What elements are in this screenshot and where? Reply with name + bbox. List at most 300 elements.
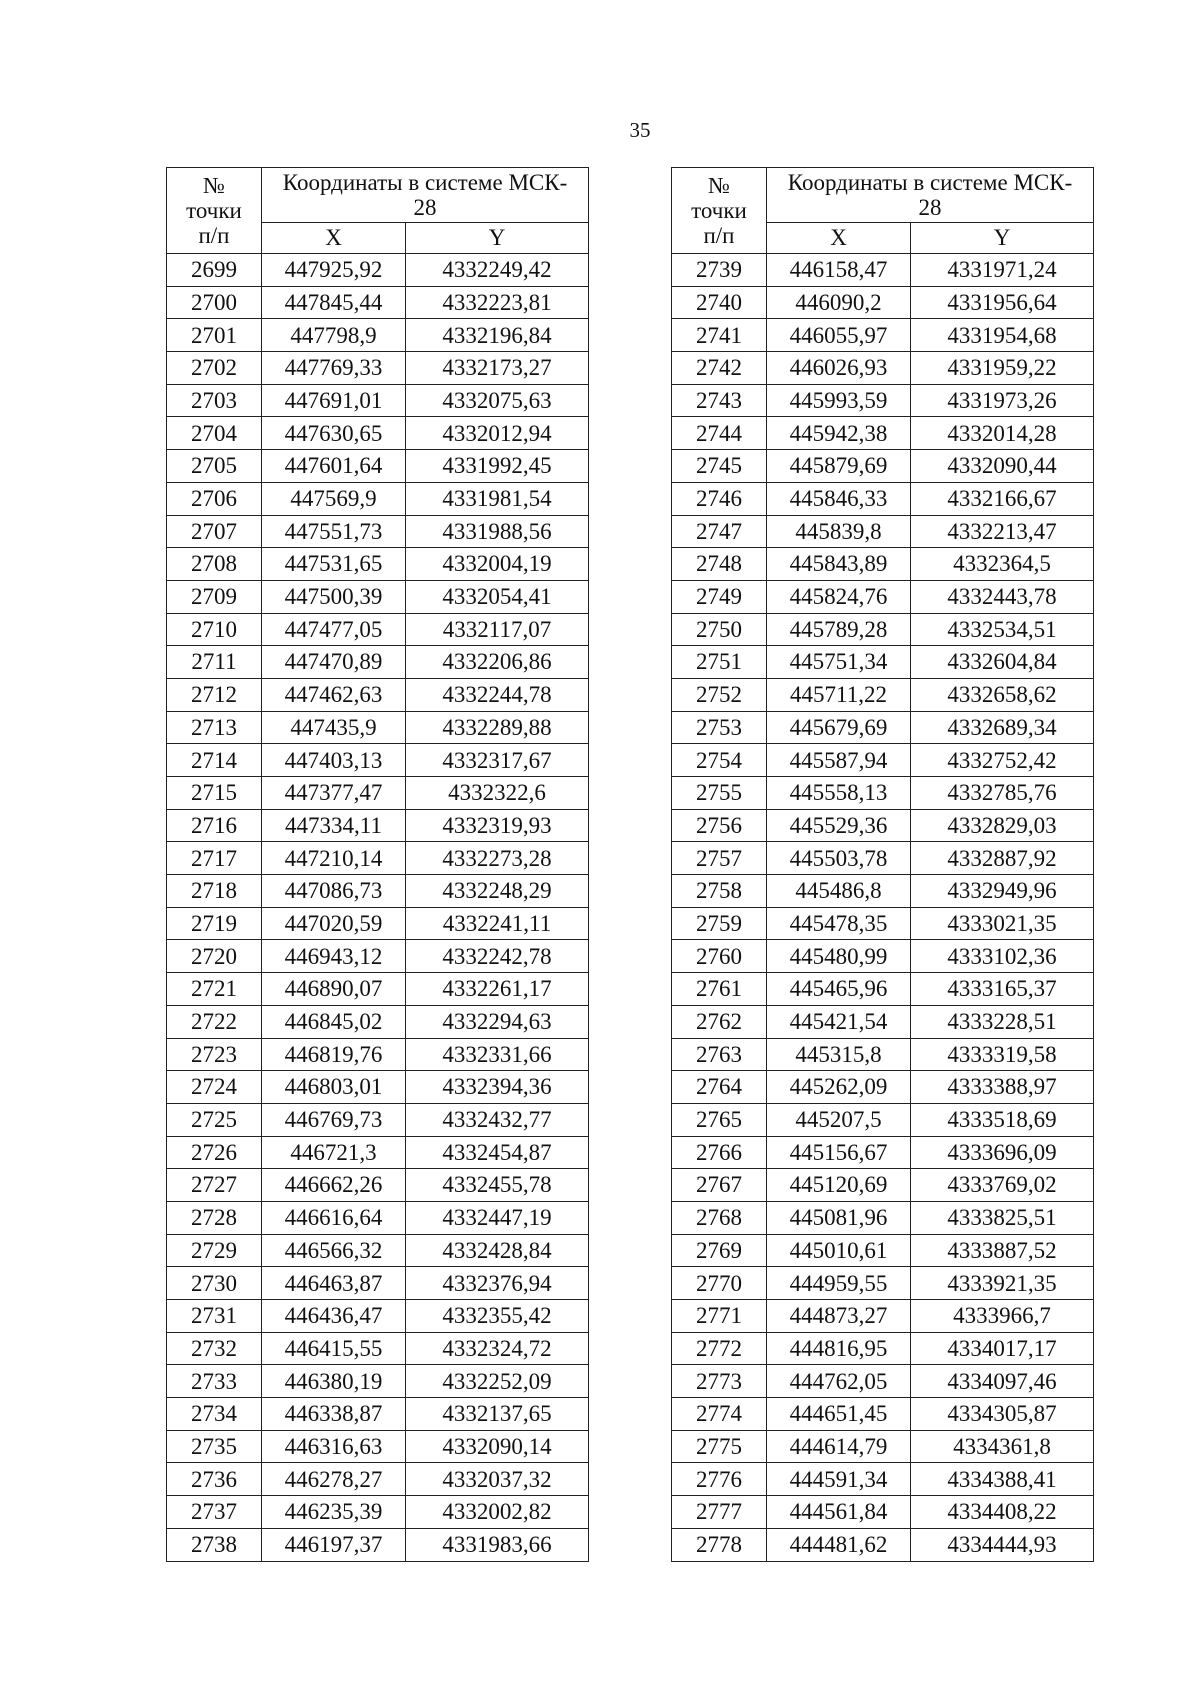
table-body-right: [672, 254, 1094, 1562]
point-number-cell: 2723: [167, 1038, 262, 1071]
header-y: Y: [911, 223, 1094, 254]
x-coordinate-cell: 445839,8: [767, 515, 911, 548]
table-row: [672, 646, 1094, 679]
x-coordinate-cell: 445846,33: [767, 482, 911, 515]
point-number-cell: 2734: [167, 1398, 262, 1431]
x-coordinate-cell: 446197,37: [262, 1528, 406, 1561]
table-row: [167, 940, 589, 973]
x-coordinate-cell: 445156,67: [767, 1136, 911, 1169]
point-number-cell: 2740: [672, 286, 767, 319]
x-coordinate-cell: 444816,95: [767, 1332, 911, 1365]
x-coordinate-cell: 446803,01: [262, 1071, 406, 1104]
y-coordinate-cell: 4333887,52: [911, 1234, 1094, 1267]
point-number-cell: 2760: [672, 940, 767, 973]
y-coordinate-cell: 4332604,84: [911, 646, 1094, 679]
point-number-cell: 2725: [167, 1103, 262, 1136]
x-coordinate-cell: 447798,9: [262, 319, 406, 352]
point-number-cell: 2722: [167, 1005, 262, 1038]
x-coordinate-cell: 447569,9: [262, 482, 406, 515]
table-row: [167, 1071, 589, 1104]
y-coordinate-cell: 4331959,22: [911, 352, 1094, 385]
y-coordinate-cell: 4334097,46: [911, 1365, 1094, 1398]
point-number-cell: 2772: [672, 1332, 767, 1365]
x-coordinate-cell: 446566,32: [262, 1234, 406, 1267]
header-x: X: [262, 223, 406, 254]
y-coordinate-cell: 4332002,82: [406, 1496, 589, 1529]
x-coordinate-cell: 445207,5: [767, 1103, 911, 1136]
table-row: [672, 744, 1094, 777]
table-row: [167, 450, 589, 483]
table-row: [167, 1201, 589, 1234]
y-coordinate-cell: 4332117,07: [406, 613, 589, 646]
y-coordinate-cell: 4332196,84: [406, 319, 589, 352]
x-coordinate-cell: 447086,73: [262, 875, 406, 908]
x-coordinate-cell: 445421,54: [767, 1005, 911, 1038]
table-row: [672, 1169, 1094, 1202]
table-row: [167, 613, 589, 646]
point-number-cell: 2745: [672, 450, 767, 483]
table-row: [672, 1463, 1094, 1496]
x-coordinate-cell: 446890,07: [262, 973, 406, 1006]
y-coordinate-cell: 4332364,5: [911, 548, 1094, 581]
table-row: [672, 352, 1094, 385]
table-row: [672, 1071, 1094, 1104]
point-number-cell: 2778: [672, 1528, 767, 1561]
y-coordinate-cell: 4332241,11: [406, 907, 589, 940]
y-coordinate-cell: 4332261,17: [406, 973, 589, 1006]
point-number-cell: 2704: [167, 417, 262, 450]
point-number-cell: 2771: [672, 1300, 767, 1333]
x-coordinate-cell: 445711,22: [767, 678, 911, 711]
point-number-cell: 2719: [167, 907, 262, 940]
y-coordinate-cell: 4333319,58: [911, 1038, 1094, 1071]
x-coordinate-cell: 445558,13: [767, 777, 911, 810]
point-number-cell: 2776: [672, 1463, 767, 1496]
table-row: [672, 940, 1094, 973]
y-coordinate-cell: 4332090,44: [911, 450, 1094, 483]
x-coordinate-cell: 447630,65: [262, 417, 406, 450]
point-number-cell: 2750: [672, 613, 767, 646]
y-coordinate-cell: 4333696,09: [911, 1136, 1094, 1169]
table-row: [672, 777, 1094, 810]
point-number-cell: 2702: [167, 352, 262, 385]
point-number-cell: 2764: [672, 1071, 767, 1104]
table-row: [167, 580, 589, 613]
y-coordinate-cell: 4332752,42: [911, 744, 1094, 777]
table-row: [167, 319, 589, 352]
y-coordinate-cell: 4332289,88: [406, 711, 589, 744]
point-number-cell: 2751: [672, 646, 767, 679]
table-row: [167, 646, 589, 679]
x-coordinate-cell: 445262,09: [767, 1071, 911, 1104]
y-coordinate-cell: 4332054,41: [406, 580, 589, 613]
point-number-cell: 2729: [167, 1234, 262, 1267]
y-coordinate-cell: 4332319,93: [406, 809, 589, 842]
y-coordinate-cell: 4333921,35: [911, 1267, 1094, 1300]
point-number-cell: 2753: [672, 711, 767, 744]
y-coordinate-cell: 4334361,8: [911, 1430, 1094, 1463]
x-coordinate-cell: 445789,28: [767, 613, 911, 646]
y-coordinate-cell: 4332213,47: [911, 515, 1094, 548]
x-coordinate-cell: 445824,76: [767, 580, 911, 613]
point-number-cell: 2758: [672, 875, 767, 908]
point-number-cell: 2739: [672, 254, 767, 287]
y-coordinate-cell: 4332294,63: [406, 1005, 589, 1038]
point-number-cell: 2732: [167, 1332, 262, 1365]
x-coordinate-cell: 445529,36: [767, 809, 911, 842]
x-coordinate-cell: 444762,05: [767, 1365, 911, 1398]
x-coordinate-cell: 444481,62: [767, 1528, 911, 1561]
point-number-cell: 2773: [672, 1365, 767, 1398]
table-row: [167, 1398, 589, 1431]
y-coordinate-cell: 4333966,7: [911, 1300, 1094, 1333]
x-coordinate-cell: 447377,47: [262, 777, 406, 810]
table-row: [672, 1430, 1094, 1463]
y-coordinate-cell: 4332454,87: [406, 1136, 589, 1169]
point-number-cell: 2714: [167, 744, 262, 777]
y-coordinate-cell: 4332137,65: [406, 1398, 589, 1431]
y-coordinate-cell: 4332355,42: [406, 1300, 589, 1333]
y-coordinate-cell: 4332223,81: [406, 286, 589, 319]
x-coordinate-cell: 445486,8: [767, 875, 911, 908]
header-no-sign: №: [708, 172, 730, 198]
point-number-cell: 2716: [167, 809, 262, 842]
table-row: [672, 809, 1094, 842]
x-coordinate-cell: 447403,13: [262, 744, 406, 777]
point-number-cell: 2755: [672, 777, 767, 810]
table-row: [167, 1430, 589, 1463]
x-coordinate-cell: 446316,63: [262, 1430, 406, 1463]
table-row: [672, 1267, 1094, 1300]
x-coordinate-cell: 444959,55: [767, 1267, 911, 1300]
table-row: [167, 973, 589, 1006]
table-row: [167, 1169, 589, 1202]
table-row: [167, 711, 589, 744]
x-coordinate-cell: 445993,59: [767, 384, 911, 417]
x-coordinate-cell: 445010,61: [767, 1234, 911, 1267]
table-row: [167, 875, 589, 908]
point-number-cell: 2731: [167, 1300, 262, 1333]
point-number-cell: 2712: [167, 678, 262, 711]
table-row: [167, 1136, 589, 1169]
table-row: [672, 515, 1094, 548]
y-coordinate-cell: 4332829,03: [911, 809, 1094, 842]
table-row: [167, 384, 589, 417]
point-number-cell: 2748: [672, 548, 767, 581]
header-y: Y: [406, 223, 589, 254]
x-coordinate-cell: 446415,55: [262, 1332, 406, 1365]
y-coordinate-cell: 4332428,84: [406, 1234, 589, 1267]
x-coordinate-cell: 447462,63: [262, 678, 406, 711]
point-number-cell: 2717: [167, 842, 262, 875]
y-coordinate-cell: 4332252,09: [406, 1365, 589, 1398]
y-coordinate-cell: 4332324,72: [406, 1332, 589, 1365]
point-number-cell: 2728: [167, 1201, 262, 1234]
x-coordinate-cell: 447551,73: [262, 515, 406, 548]
header-no-abbr: п/п: [198, 223, 230, 249]
table-row: [167, 907, 589, 940]
point-number-cell: 2733: [167, 1365, 262, 1398]
point-number-cell: 2738: [167, 1528, 262, 1561]
x-coordinate-cell: 446235,39: [262, 1496, 406, 1529]
point-number-cell: 2752: [672, 678, 767, 711]
y-coordinate-cell: 4332376,94: [406, 1267, 589, 1300]
table-row: [167, 1463, 589, 1496]
y-coordinate-cell: 4334017,17: [911, 1332, 1094, 1365]
point-number-cell: 2703: [167, 384, 262, 417]
table-row: [167, 1300, 589, 1333]
point-number-cell: 2767: [672, 1169, 767, 1202]
point-number-cell: 2747: [672, 515, 767, 548]
y-coordinate-cell: 4332206,86: [406, 646, 589, 679]
x-coordinate-cell: 447769,33: [262, 352, 406, 385]
table-row: [167, 1496, 589, 1529]
header-point-number: [672, 168, 767, 254]
table-row: [167, 352, 589, 385]
table-row: [672, 875, 1094, 908]
table-row: [167, 1528, 589, 1561]
table-row: [672, 678, 1094, 711]
y-coordinate-cell: 4332432,77: [406, 1103, 589, 1136]
point-number-cell: 2736: [167, 1463, 262, 1496]
y-coordinate-cell: 4332249,42: [406, 254, 589, 287]
x-coordinate-cell: 444614,79: [767, 1430, 911, 1463]
table-row: [167, 417, 589, 450]
table-row: [672, 1038, 1094, 1071]
y-coordinate-cell: 4332658,62: [911, 678, 1094, 711]
point-number-cell: 2754: [672, 744, 767, 777]
x-coordinate-cell: 447334,11: [262, 809, 406, 842]
table-row: [167, 286, 589, 319]
y-coordinate-cell: 4333769,02: [911, 1169, 1094, 1202]
header-coordinates-line2: 28: [918, 195, 942, 220]
table-row: [672, 711, 1094, 744]
table-row: [672, 1201, 1094, 1234]
y-coordinate-cell: 4332785,76: [911, 777, 1094, 810]
coordinates-table-left: [166, 167, 589, 1562]
y-coordinate-cell: 4332331,66: [406, 1038, 589, 1071]
y-coordinate-cell: 4333388,97: [911, 1071, 1094, 1104]
y-coordinate-cell: 4332014,28: [911, 417, 1094, 450]
y-coordinate-cell: 4332244,78: [406, 678, 589, 711]
y-coordinate-cell: 4331954,68: [911, 319, 1094, 352]
y-coordinate-cell: 4332090,14: [406, 1430, 589, 1463]
x-coordinate-cell: 446463,87: [262, 1267, 406, 1300]
y-coordinate-cell: 4332242,78: [406, 940, 589, 973]
x-coordinate-cell: 447691,01: [262, 384, 406, 417]
table-row: [672, 1332, 1094, 1365]
y-coordinate-cell: 4332394,36: [406, 1071, 589, 1104]
point-number-cell: 2759: [672, 907, 767, 940]
point-number-cell: 2762: [672, 1005, 767, 1038]
y-coordinate-cell: 4331992,45: [406, 450, 589, 483]
x-coordinate-cell: 445478,35: [767, 907, 911, 940]
y-coordinate-cell: 4331971,24: [911, 254, 1094, 287]
table-row: [167, 1365, 589, 1398]
table-row: [672, 482, 1094, 515]
x-coordinate-cell: 446338,87: [262, 1398, 406, 1431]
point-number-cell: 2746: [672, 482, 767, 515]
y-coordinate-cell: 4332004,19: [406, 548, 589, 581]
point-number-cell: 2721: [167, 973, 262, 1006]
y-coordinate-cell: 4331983,66: [406, 1528, 589, 1561]
point-number-cell: 2730: [167, 1267, 262, 1300]
point-number-cell: 2765: [672, 1103, 767, 1136]
table-row: [672, 1234, 1094, 1267]
table-row: [167, 548, 589, 581]
table-row: [672, 1136, 1094, 1169]
point-number-cell: 2710: [167, 613, 262, 646]
x-coordinate-cell: 444873,27: [767, 1300, 911, 1333]
point-number-cell: 2705: [167, 450, 262, 483]
header-no-word: точки: [691, 197, 747, 223]
header-coordinates-line1: Координаты в системе МСК-: [787, 169, 1073, 195]
point-number-cell: 2708: [167, 548, 262, 581]
table-row: [167, 1005, 589, 1038]
y-coordinate-cell: 4332949,96: [911, 875, 1094, 908]
y-coordinate-cell: 4332248,29: [406, 875, 589, 908]
x-coordinate-cell: 447601,64: [262, 450, 406, 483]
table-row: [672, 1496, 1094, 1529]
x-coordinate-cell: 446158,47: [767, 254, 911, 287]
x-coordinate-cell: 445843,89: [767, 548, 911, 581]
x-coordinate-cell: 445315,8: [767, 1038, 911, 1071]
y-coordinate-cell: 4334408,22: [911, 1496, 1094, 1529]
x-coordinate-cell: 447435,9: [262, 711, 406, 744]
y-coordinate-cell: 4332037,32: [406, 1463, 589, 1496]
table-row: [167, 842, 589, 875]
y-coordinate-cell: 4331956,64: [911, 286, 1094, 319]
coordinates-table-right: [671, 167, 1094, 1562]
x-coordinate-cell: 445120,69: [767, 1169, 911, 1202]
point-number-cell: 2744: [672, 417, 767, 450]
y-coordinate-cell: 4332173,27: [406, 352, 589, 385]
y-coordinate-cell: 4332012,94: [406, 417, 589, 450]
y-coordinate-cell: 4333102,36: [911, 940, 1094, 973]
x-coordinate-cell: 446090,2: [767, 286, 911, 319]
header-coordinates: [262, 168, 589, 223]
point-number-cell: 2742: [672, 352, 767, 385]
point-number-cell: 2763: [672, 1038, 767, 1071]
x-coordinate-cell: 447470,89: [262, 646, 406, 679]
point-number-cell: 2774: [672, 1398, 767, 1431]
header-no-abbr: п/п: [703, 223, 735, 249]
table-row: [672, 286, 1094, 319]
y-coordinate-cell: 4334305,87: [911, 1398, 1094, 1431]
y-coordinate-cell: 4332455,78: [406, 1169, 589, 1202]
x-coordinate-cell: 447531,65: [262, 548, 406, 581]
y-coordinate-cell: 4332689,34: [911, 711, 1094, 744]
y-coordinate-cell: 4331981,54: [406, 482, 589, 515]
point-number-cell: 2777: [672, 1496, 767, 1529]
header-coordinates-line1: Координаты в системе МСК-: [282, 169, 568, 195]
point-number-cell: 2768: [672, 1201, 767, 1234]
point-number-cell: 2720: [167, 940, 262, 973]
table-row: [167, 744, 589, 777]
y-coordinate-cell: 4333021,35: [911, 907, 1094, 940]
table-row: [672, 973, 1094, 1006]
x-coordinate-cell: 446721,3: [262, 1136, 406, 1169]
y-coordinate-cell: 4334388,41: [911, 1463, 1094, 1496]
point-number-cell: 2727: [167, 1169, 262, 1202]
x-coordinate-cell: 444591,34: [767, 1463, 911, 1496]
point-number-cell: 2707: [167, 515, 262, 548]
x-coordinate-cell: 446769,73: [262, 1103, 406, 1136]
y-coordinate-cell: 4332273,28: [406, 842, 589, 875]
point-number-cell: 2735: [167, 1430, 262, 1463]
y-coordinate-cell: 4332887,92: [911, 842, 1094, 875]
x-coordinate-cell: 447845,44: [262, 286, 406, 319]
point-number-cell: 2713: [167, 711, 262, 744]
point-number-cell: 2757: [672, 842, 767, 875]
table-row: [672, 907, 1094, 940]
y-coordinate-cell: 4333825,51: [911, 1201, 1094, 1234]
x-coordinate-cell: 445879,69: [767, 450, 911, 483]
y-coordinate-cell: 4332075,63: [406, 384, 589, 417]
point-number-cell: 2699: [167, 254, 262, 287]
table-row: [167, 777, 589, 810]
y-coordinate-cell: 4333518,69: [911, 1103, 1094, 1136]
x-coordinate-cell: 445081,96: [767, 1201, 911, 1234]
y-coordinate-cell: 4331973,26: [911, 384, 1094, 417]
x-coordinate-cell: 447500,39: [262, 580, 406, 613]
header-coordinates: [767, 168, 1094, 223]
point-number-cell: 2709: [167, 580, 262, 613]
y-coordinate-cell: 4331988,56: [406, 515, 589, 548]
x-coordinate-cell: 446819,76: [262, 1038, 406, 1071]
x-coordinate-cell: 445480,99: [767, 940, 911, 973]
header-x: X: [767, 223, 911, 254]
y-coordinate-cell: 4332534,51: [911, 613, 1094, 646]
table-row: [167, 254, 589, 287]
x-coordinate-cell: 447020,59: [262, 907, 406, 940]
table-row: [167, 1332, 589, 1365]
y-coordinate-cell: 4333165,37: [911, 973, 1094, 1006]
x-coordinate-cell: 446943,12: [262, 940, 406, 973]
y-coordinate-cell: 4332447,19: [406, 1201, 589, 1234]
point-number-cell: 2775: [672, 1430, 767, 1463]
x-coordinate-cell: 444561,84: [767, 1496, 911, 1529]
point-number-cell: 2766: [672, 1136, 767, 1169]
x-coordinate-cell: 446055,97: [767, 319, 911, 352]
table-row: [672, 1398, 1094, 1431]
point-number-cell: 2700: [167, 286, 262, 319]
table-row: [167, 1103, 589, 1136]
point-number-cell: 2724: [167, 1071, 262, 1104]
x-coordinate-cell: 445679,69: [767, 711, 911, 744]
y-coordinate-cell: 4332166,67: [911, 482, 1094, 515]
table-row: [167, 678, 589, 711]
table-row: [672, 1005, 1094, 1038]
point-number-cell: 2737: [167, 1496, 262, 1529]
table-body-left: [167, 254, 589, 1562]
table-row: [672, 1103, 1094, 1136]
point-number-cell: 2756: [672, 809, 767, 842]
y-coordinate-cell: 4332322,6: [406, 777, 589, 810]
y-coordinate-cell: 4332317,67: [406, 744, 589, 777]
table-row: [672, 842, 1094, 875]
header-no-sign: №: [203, 172, 225, 198]
x-coordinate-cell: 444651,45: [767, 1398, 911, 1431]
table-row: [672, 1300, 1094, 1333]
header-point-number: [167, 168, 262, 254]
table-row: [672, 254, 1094, 287]
x-coordinate-cell: 445587,94: [767, 744, 911, 777]
x-coordinate-cell: 446278,27: [262, 1463, 406, 1496]
table-row: [672, 450, 1094, 483]
x-coordinate-cell: 446026,93: [767, 352, 911, 385]
point-number-cell: 2741: [672, 319, 767, 352]
